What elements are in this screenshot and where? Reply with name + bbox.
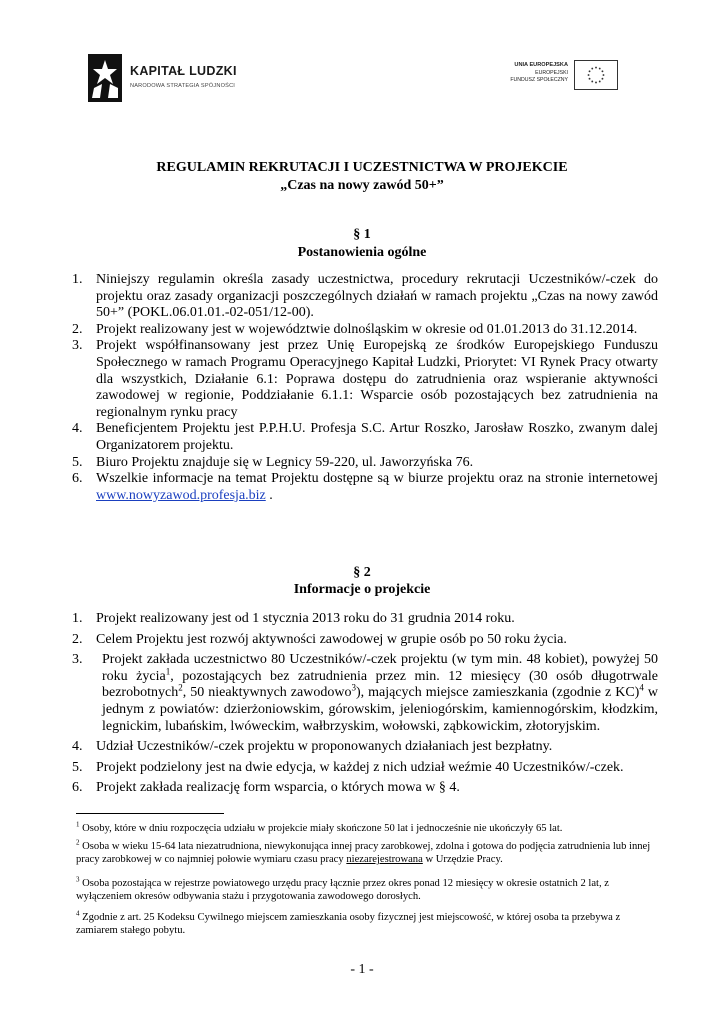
- item-text-end: .: [265, 487, 273, 503]
- project-name: „Czas na nowy zawód 50+”: [280, 178, 444, 193]
- item-text: Niniejszy regulamin określa zasady uczestnictwa, procedury rekrutacji Uczestników/-czek do projektu oraz zasady organizacji poszczególnych działań w ramach projektu „Czas na nowy zawód 50+” (POKL.06.01.01.-02-051/12-00).: [96, 272, 658, 321]
- item-text: Projekt współfinansowany jest przez Unię Europejską ze środków Europejskiego Funduszu Społecznego w ramach Programu Operacyjnego Kapitał Ludzki, Priorytet: VI Rynek Pracy otwarty dla wszystkich, Działanie 6.1: Poprawa dostępu do zatrudnienia oraz wspieranie aktywności zawodowej w regionie, Poddziałanie 6.1.1: Wsparcie osób pozostających bez zatrudnienia na regionalnym rynku pracy: [96, 338, 658, 420]
- page-number: - 1 -: [350, 962, 374, 977]
- footnote-ref: 3: [351, 682, 356, 693]
- list-item: [72, 471, 658, 504]
- eu-logo-line-1: UNIA EUROPEJSKA: [514, 62, 568, 68]
- kapital-ludzki-subtitle: NARODOWA STRATEGIA SPÓJNOŚCI: [130, 83, 236, 89]
- footnote-3: [76, 877, 652, 903]
- footnote-text: Osoby, które w dniu rozpoczęcia udziału w projekcie miały skończone 50 lat i jednocześnie nie ukończyły 65 lat.: [82, 823, 563, 834]
- item-text: Projekt zakłada realizację form wsparcia, o których mowa w § 4.: [96, 780, 460, 796]
- footnote-underlined-word: niezarejestrowana: [346, 854, 423, 865]
- list-item: [72, 780, 658, 797]
- item-number: 5.: [72, 759, 83, 775]
- item-text: Projekt realizowany jest w województwie dolnośląskim w okresie od 01.01.2013 do 31.12.2014.: [96, 321, 638, 337]
- item-text: , 50 nieaktywnych zawodowo: [182, 685, 352, 701]
- eu-logo-line-3: FUNDUSZ SPOŁECZNY: [510, 77, 568, 84]
- list-item: [72, 652, 658, 735]
- item-number: 6.: [72, 780, 83, 796]
- eu-logo-text: [510, 62, 568, 85]
- eu-flag-icon: [574, 60, 618, 90]
- list-item: [72, 272, 658, 322]
- footnote-number: 2: [76, 838, 80, 847]
- footnote-number: 4: [76, 909, 80, 918]
- item-number: 1.: [72, 272, 83, 287]
- list-item: [72, 338, 658, 421]
- footnote-ref: 1: [165, 666, 171, 677]
- eu-logo: [494, 60, 618, 94]
- item-text: Wszelkie informacje na temat Projektu dostępne są w biurze projektu oraz na stronie internetowej: [96, 471, 658, 487]
- section-2-heading: Informacje o projekcie: [293, 582, 431, 597]
- kapital-ludzki-logo: [80, 44, 252, 112]
- section-2-mark: § 2: [353, 565, 371, 580]
- footnote-text: Osoba pozostająca w rejestrze powiatowego urzędu pracy łącznie przez okres ponad 12 miesięcy w okresie ostatnich 2 lat, z wyłączeniem okresów odbywania stażu i przygotowania zawodowego dorosłych.: [76, 878, 609, 902]
- document-title: REGULAMIN REKRUTACJI I UCZESTNICTWA W PROJEKCIE: [156, 160, 568, 175]
- item-text: Udział Uczestników/-czek projektu w proponowanych działaniach jest bezpłatny.: [96, 739, 553, 755]
- item-number: 2.: [72, 631, 83, 647]
- item-text: Beneficjentem Projektu jest P.P.H.U. Profesja S.C. Artur Roszko, Jarosław Roszko, zwanym dalej Organizatorem projektu.: [96, 421, 658, 453]
- item-number: 6.: [72, 471, 83, 487]
- section-1-heading: Postanowienia ogólne: [297, 245, 427, 260]
- footnote-2: [76, 840, 652, 866]
- list-item: [72, 321, 658, 339]
- item-text: ), mających miejsce zamieszkania (zgodnie z KC): [355, 685, 640, 701]
- footnote-text: Zgodnie z art. 25 Kodeksu Cywilnego miejscem zamieszkania osoby fizycznej jest miejscowość, w której osoba ta przebywa z zamiarem stałego pobytu.: [76, 912, 621, 936]
- item-number: 3.: [72, 338, 83, 354]
- footnote-ref: 4: [639, 682, 644, 693]
- footnote-ref: 2: [178, 682, 183, 693]
- item-text: Projekt podzielony jest na dwie edycja, w każdej z nich udział weźmie 40 Uczestników/-czek.: [96, 759, 624, 775]
- section-2-list: [72, 611, 658, 797]
- item-text: Celem Projektu jest rozwój aktywności zawodowej w grupie osób po 50 roku życia.: [96, 631, 567, 647]
- footnote-text: Osoba w wieku 15-64 lata niezatrudniona, niewykonująca innej pracy zarobkowej, zdolna i gotowa do podjęcia zatrudnienia lub innej pracy zarobkowej w co najmniej połowie wymiaru czasu pracy: [76, 841, 651, 865]
- list-item: [72, 454, 658, 472]
- footnote-4: [76, 911, 652, 937]
- item-text: w jednym z powiatów: dzierżoniowskim, górowskim, jeleniogórskim, kamiennogórskim, kłodzkim, legnickim, lubańskim, lwóweckim, wałbrzyskim, wołowski, ząbkowickim, złotoryjskim.: [102, 685, 658, 734]
- section-1-list: [72, 272, 658, 504]
- item-number: 5.: [72, 454, 83, 470]
- item-text: Biuro Projektu znajduje się w Legnicy 59-220, ul. Jaworzyńska 76.: [96, 454, 474, 470]
- item-text: Projekt zakłada uczestnictwo 80 Uczestników/-czek projektu (w tym min. 48 kobiet), powyżej 50 roku życia: [102, 652, 658, 684]
- footnote-separator: [76, 813, 224, 814]
- list-item: [72, 739, 658, 756]
- kapital-ludzki-emblem-icon: [88, 54, 122, 102]
- kapital-ludzki-title: KAPITAŁ LUDZKI: [130, 64, 237, 78]
- item-text: , pozostających bez zatrudnienia przez min. 12 miesięcy (30 osób długotrwale bezrobotnych: [102, 668, 658, 701]
- item-number: 3.: [72, 652, 83, 668]
- eu-logo-line-2: EUROPEJSKI: [535, 69, 568, 76]
- list-item: [72, 759, 658, 777]
- footnote-number: 1: [76, 820, 80, 829]
- item-number: 4.: [72, 421, 83, 437]
- item-text: Projekt realizowany jest od 1 stycznia 2013 roku do 31 grudnia 2014 roku.: [96, 611, 515, 626]
- footnote-text: w Urzędzie Pracy.: [422, 854, 503, 865]
- footnote-number: 3: [76, 875, 80, 884]
- item-number: 1.: [72, 611, 83, 626]
- item-number: 4.: [72, 739, 83, 755]
- footnote-1: [76, 822, 652, 835]
- list-item: [72, 631, 658, 649]
- list-item: [72, 611, 658, 628]
- item-number: 2.: [72, 321, 83, 337]
- section-1-mark: § 1: [353, 227, 371, 242]
- project-website-link[interactable]: www.nowyzawod.profesja.biz: [96, 487, 266, 503]
- list-item: [72, 421, 658, 454]
